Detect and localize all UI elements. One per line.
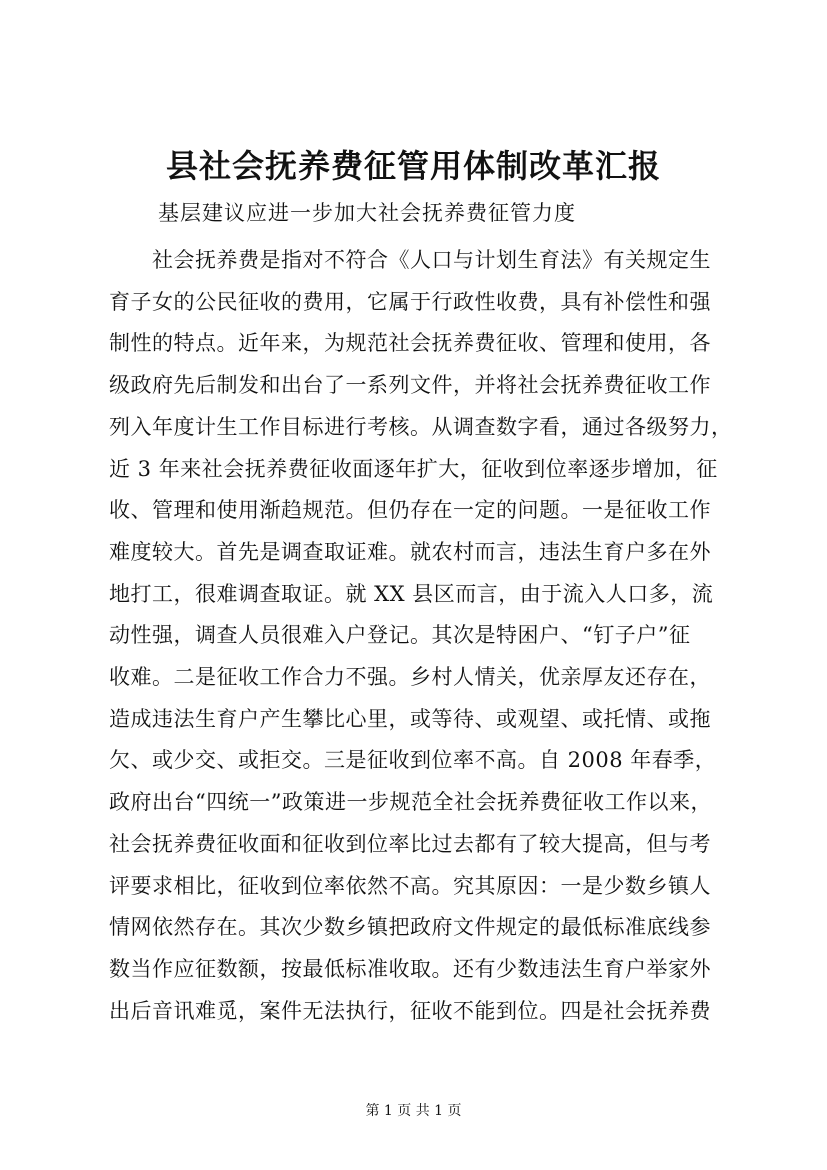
body-line: 收难。二是征收工作合力不强。乡村人情关，优亲厚友还存在， <box>109 665 711 689</box>
document-subtitle: 基层建议应进一步加大社会抚养费征管力度 <box>158 201 576 225</box>
page-footer: 第 1 页 共 1 页 <box>365 1103 462 1119</box>
body-line: 难度较大。首先是调查取证难。就农村而言，违法生育户多在外 <box>109 539 711 564</box>
body-line: 造成违法生育户产生攀比心里，或等待、或观望、或托情、或拖 <box>109 706 711 731</box>
body-line: 育子女的公民征收的费用，它属于行政性收费，具有补偿性和强 <box>109 289 711 314</box>
body-line: 评要求相比，征收到位率依然不高。究其原因：一是少数乡镇人 <box>109 873 711 898</box>
body-line: 数当作应征数额，按最低标准收取。还有少数违法生育户举家外 <box>109 956 711 981</box>
body-line: 动性强，调查人员很难入户登记。其次是特困户、“钉子户”征 <box>109 623 691 648</box>
body-line: 地打工，很难调查取证。就 XX 县区而言，由于流入人口多，流 <box>109 581 714 606</box>
body-line: 列入年度计生工作目标进行考核。从调查数字看，通过各级努力， <box>109 414 733 439</box>
body-line: 政府出台“四统一”政策进一步规范全社会抚养费征收工作以来， <box>109 790 712 815</box>
body-line: 近 3 年来社会抚养费征收面逐年扩大，征收到位率逐步增加，征 <box>109 456 718 481</box>
body-line: 级政府先后制发和出台了一系列文件，并将社会抚养费征收工作 <box>109 373 711 398</box>
body-line: 欠、或少交、或拒交。三是征收到位率不高。自 2008 年春季， <box>109 748 717 773</box>
body-line: 情网依然存在。其次少数乡镇把政府文件规定的最低标准底线参 <box>109 915 711 940</box>
body-line: 出后音讯难觅，案件无法执行，征收不能到位。四是社会抚养费 <box>109 998 711 1023</box>
body-line: 社会抚养费是指对不符合《人口与计划生育法》有关规定生 <box>109 248 711 272</box>
body-line: 制性的特点。近年来，为规范社会抚养费征收、管理和使用，各 <box>109 331 711 356</box>
body-line: 社会抚养费征收面和征收到位率比过去都有了较大提高，但与考 <box>109 831 711 856</box>
body-line: 收、管理和使用渐趋规范。但仍存在一定的问题。一是征收工作 <box>109 498 711 523</box>
document-title: 县社会抚养费征管用体制改革汇报 <box>165 147 661 185</box>
